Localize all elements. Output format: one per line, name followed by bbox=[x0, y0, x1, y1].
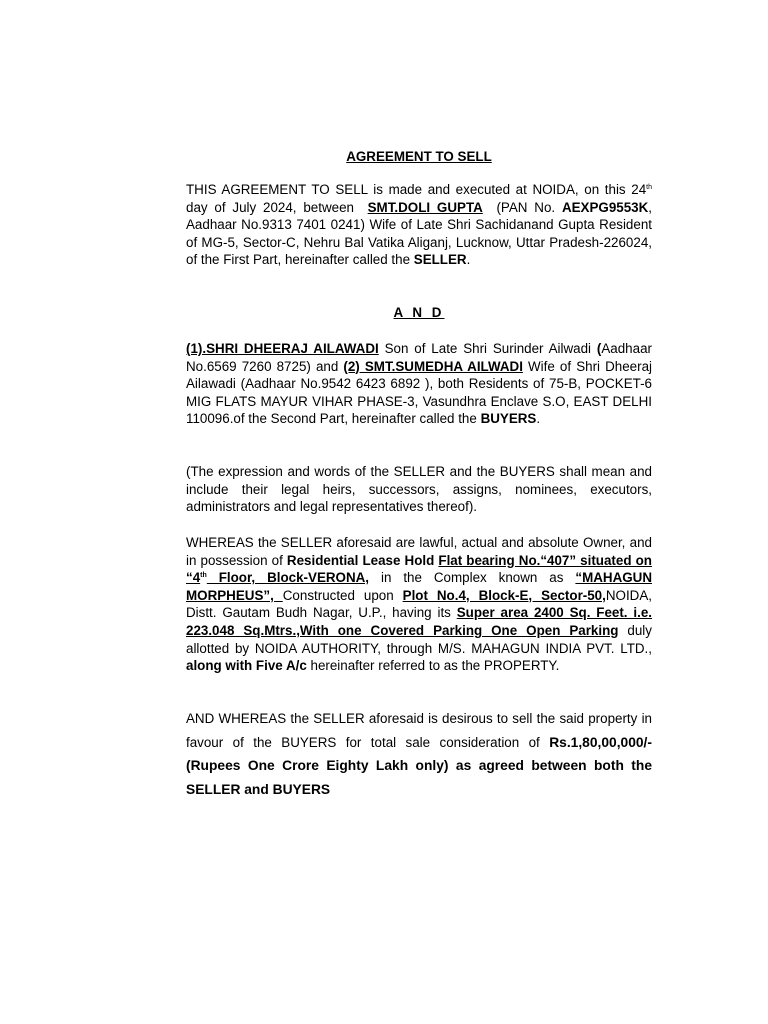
paragraph-parties-buyers bbox=[186, 340, 652, 428]
buyer-2-name: (2) SMT.SUMEDHA AILWADI bbox=[343, 358, 523, 374]
pan-number: AEXPG9553K bbox=[561, 199, 649, 215]
paragraph-whereas-property bbox=[186, 534, 652, 675]
paragraph-parties-seller bbox=[186, 181, 652, 269]
superscript: th bbox=[200, 572, 207, 580]
paragraph-expression bbox=[186, 463, 652, 516]
plot-details: Plot No.4, Block-E, Sector-50, bbox=[402, 587, 606, 603]
text: Aadhaar No.6569 7260 8725) and bbox=[186, 341, 652, 374]
text: along with Five A/c bbox=[186, 658, 307, 674]
text: Constructed upon bbox=[282, 587, 403, 603]
superscript: th bbox=[646, 184, 652, 191]
text: (PAN No. bbox=[489, 199, 562, 215]
flat-details: Flat bearing No.“407” situated on “4 bbox=[186, 552, 652, 586]
text: Son of Late Shri Surinder Ailwadi bbox=[378, 341, 597, 356]
text: . bbox=[536, 411, 541, 427]
complex-name: “MAHAGUN MORPHEUS”, bbox=[186, 570, 653, 603]
document-title: AGREEMENT TO SELL bbox=[346, 149, 492, 164]
text: NOIDA, Distt. Gautam Budh Nagar, U.P., having its bbox=[186, 587, 652, 621]
text: WHEREAS the SELLER aforesaid are lawful, actual and absolute Owner, and in possession of bbox=[186, 535, 652, 568]
text: hereinafter referred to as the PROPERTY. bbox=[306, 658, 560, 674]
paragraph-whereas-sale bbox=[186, 707, 652, 801]
text: ( bbox=[596, 341, 602, 356]
text: . bbox=[466, 252, 471, 268]
text: , Aadhaar No.9313 7401 0241) Wife of Late Shri Sachidanand Gupta Resident of MG-5, Sector-C, Nehru Bal Vatika Aliganj, Lucknow, Uttar Pradesh-226024, of the First Part, hereinafter called the bbox=[186, 199, 653, 268]
text: Residential Lease Hold bbox=[286, 552, 439, 568]
area-details: Super area 2400 Sq. Feet. i.e. 223.048 Sq.Mtrs.,With one Covered Parking One Open Parking bbox=[186, 605, 652, 638]
text: Wife of Shri Dheeraj Ailawadi (Aadhaar No.9542 6423 6892 ), both Residents of 75-B, POCKET-6 MIG FLATS MAYUR VIHAR PHASE-3, Vasundhra Enclave S.O, EAST DELHI 110096.of the Second Part, hereinafter called the bbox=[186, 358, 652, 427]
seller-label: SELLER bbox=[413, 252, 467, 268]
buyer-1-name: (1).SHRI DHEERAJ AILAWADI bbox=[186, 341, 379, 356]
and-separator: A N D bbox=[393, 305, 445, 320]
text: duly allotted by NOIDA AUTHORITY, through M/S. MAHAGUN INDIA PVT. LTD., bbox=[186, 622, 652, 656]
text: (The expression and words of the SELLER and the BUYERS shall mean and include their legal heirs, successors, assigns, nominees, executors, administrators and legal representatives thereof). bbox=[186, 464, 652, 515]
sale-consideration: Rs.1,80,00,000/- (Rupees One Crore Eighty Lakh only) as agreed between both the SELLER and BUYERS bbox=[186, 734, 652, 797]
buyers-label: BUYERS bbox=[480, 411, 537, 427]
text: THIS AGREEMENT TO SELL is made and executed at NOIDA, on this 24 bbox=[186, 182, 647, 197]
flat-details-floor: Floor, Block-VERONA, bbox=[206, 570, 370, 586]
text: AND WHEREAS the SELLER aforesaid is desirous to sell the said property in favour of the BUYERS for total sale consideration of bbox=[186, 711, 652, 750]
text: in the Complex known as bbox=[369, 570, 576, 586]
seller-name: SMT.DOLI GUPTA bbox=[367, 199, 483, 215]
text: day of July 2024, between bbox=[186, 199, 361, 215]
